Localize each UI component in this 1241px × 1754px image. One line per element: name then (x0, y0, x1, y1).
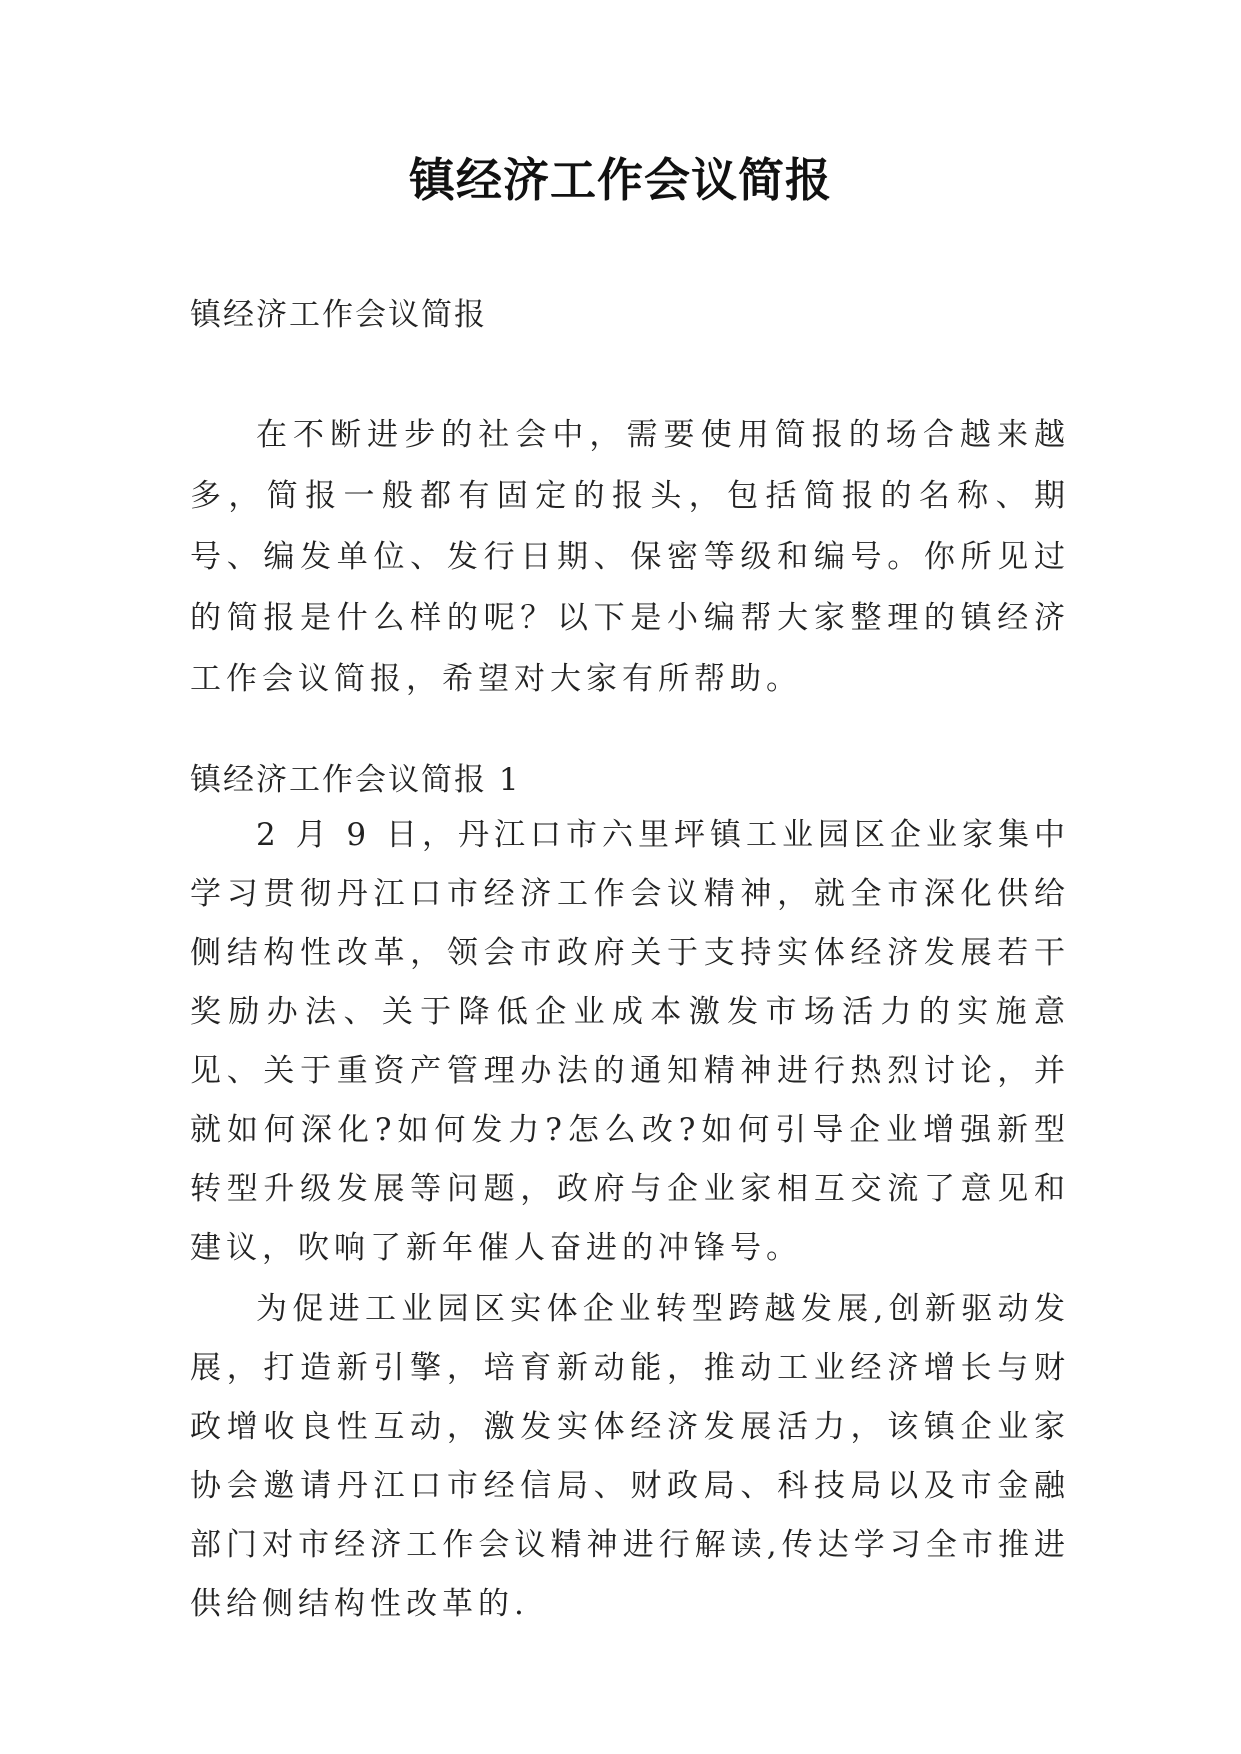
body-paragraph-1: 2 月 9 日，丹江口市六里坪镇工业园区企业家集中学习贯彻丹江口市经济工作会议精神，就全市深化供给侧结构性改革，领会市政府关于支持实体经济发展若干奖励办法、关于降低企业成本激发市场活力的实施意见、关于重资产管理办法的通知精神进行热烈讨论，并就如何深化?如何发力?怎么改?如何引导企业增强新型转型升级发展等问题，政府与企业家相互交流了意见和建议，吹响了新年催人奋进的冲锋号。 (190, 817, 1071, 1266)
body-paragraph-2: 为促进工业园区实体企业转型跨越发展,创新驱动发展，打造新引擎，培育新动能，推动工业经济增长与财政增收良性互动，激发实体经济发展活力，该镇企业家协会邀请丹江口市经信局、财政局、科技局以及市金融部门对市经济工作会议精神进行解读,传达学习全市推进供给侧结构性改革的. (190, 1291, 1070, 1622)
section-heading: 镇经济工作会议简报 1 (190, 762, 521, 798)
intro-paragraph: 在不断进步的社会中，需要使用简报的场合越来越多，简报一般都有固定的报头，包括简报的名称、期号、编发单位、发行日期、保密等级和编号。你所见过的简报是什么样的呢？以下是小编帮大家整理的镇经济工作会议简报，希望对大家有所帮助。 (190, 417, 1070, 697)
document-subtitle: 镇经济工作会议简报 (190, 297, 487, 333)
document-title: 镇经济工作会议简报 (409, 153, 832, 207)
